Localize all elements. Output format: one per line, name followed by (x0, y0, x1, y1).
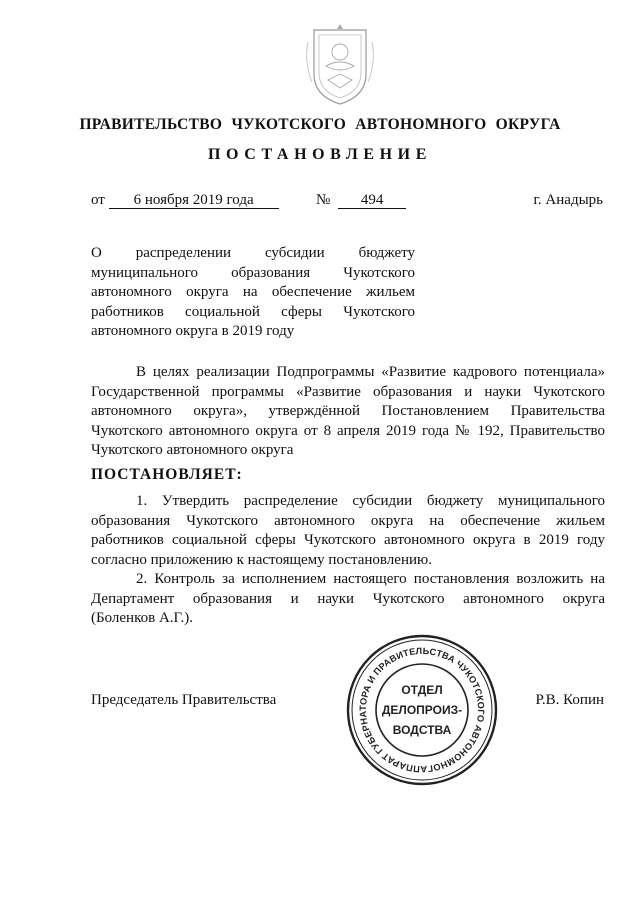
subject-line: работников социальной сферы Чукотского (91, 303, 415, 320)
document-subject (91, 244, 415, 342)
subject-line: муниципального образования Чукотского (91, 264, 415, 281)
item-line: 1. Утвердить распределение субсидии бюджету муниципального (136, 493, 605, 509)
item-line: (Боленков А.Г.). (91, 610, 193, 627)
stamp-center-line: ВОДСТВА (392, 723, 452, 737)
subject-line: автономного округа в 2019 году (91, 323, 295, 340)
item-line: работников социальной сферы Чукотского автономного округа в 2019 году (91, 532, 605, 549)
preamble-line: Государственной программы «Развитие образования и науки Чукотского (91, 383, 605, 400)
signer-name: Р.В. Копин (535, 692, 604, 708)
number-block (316, 191, 406, 209)
stamp-ring-text: АППАРАТ ГУБЕРНАТОРА И ПРАВИТЕЛЬСТВА ЧУКОТСКОГО АВТОНОМНОГО (357, 645, 487, 775)
government-title: ПРАВИТЕЛЬСТВО ЧУКОТСКОГО АВТОНОМНОГО ОКРУГА (79, 116, 561, 133)
item-line: согласно приложению к настоящему постановлению. (91, 551, 432, 568)
preamble-line: Чукотского автономного округа от 8 апреля 2019 года № 192, Правительство (91, 422, 605, 439)
document-type: ПОСТАНОВЛЕНИЕ (208, 146, 432, 163)
document-number: 494 (338, 193, 406, 209)
number-sign: № (316, 192, 331, 208)
official-stamp (344, 632, 500, 788)
item-line: 2. Контроль за исполнением настоящего постановления возложить на (136, 571, 605, 587)
item-line: образования Чукотского автономного округа на обеспечение жильем (91, 512, 605, 529)
place: г. Анадырь (533, 192, 603, 208)
stamp-center-line: ОТДЕЛ (401, 683, 443, 697)
decree-item-1 (91, 492, 605, 570)
date-block (91, 191, 279, 209)
preamble-paragraph (91, 363, 605, 461)
signer-position: Председатель Правительства (91, 692, 277, 708)
date-prefix: от (91, 192, 105, 208)
decree-heading: ПОСТАНОВЛЯЕТ: (91, 466, 243, 483)
subject-line: О распределении субсидии бюджету (91, 245, 415, 261)
preamble-line: Чукотского автономного округа (91, 442, 294, 459)
preamble-line: автономного округа», утверждённой Постановлением Правительства (91, 403, 605, 420)
subject-line: автономного округа на обеспечение жильем (91, 284, 415, 301)
date-value: 6 ноября 2019 года (109, 193, 279, 209)
stamp-center-line: ДЕЛОПРОИЗ- (381, 703, 463, 717)
item-line: Департамент образования и науки Чукотского автономного округа (91, 590, 605, 607)
preamble-line: В целях реализации Подпрограммы «Развитие кадрового потенциала» (136, 364, 605, 380)
decree-item-2 (91, 570, 605, 629)
coat-of-arms-emblem (300, 22, 380, 108)
